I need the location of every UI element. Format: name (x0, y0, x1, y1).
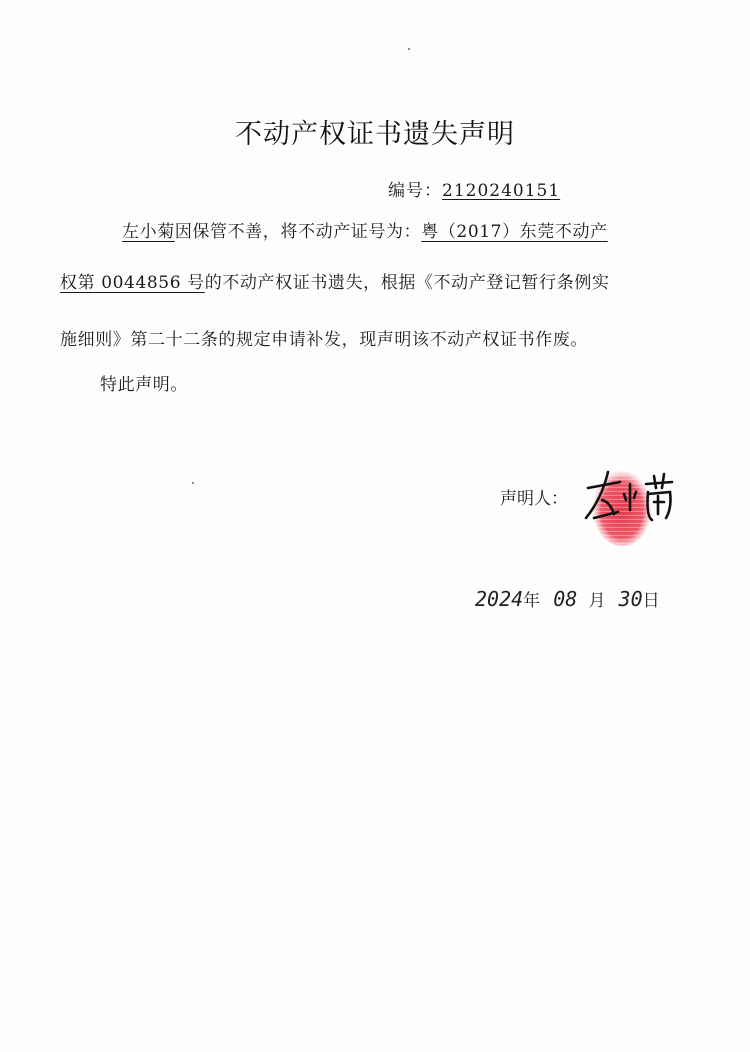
date-year-unit: 年 (523, 591, 541, 611)
line1-text: 因保管不善，将不动产证号为： (174, 222, 422, 242)
date-year: 2024 (475, 587, 524, 611)
page-title: 不动产权证书遗失声明 (235, 119, 515, 150)
signing-date (475, 586, 675, 626)
document-number (388, 176, 560, 201)
paragraph-line-1 (122, 218, 692, 246)
date-month: 08 (553, 587, 578, 611)
number-value: 2120240151 (442, 181, 561, 201)
paragraph-line-3: 施细则》第二十二条的规定申请补发，现声明该不动产权证书作废。 (60, 330, 588, 350)
cert-number-part-a: 粤（2017）东莞不动产 (421, 222, 608, 242)
date-day-unit: 日 (642, 591, 660, 611)
date-month-unit: 月 (588, 591, 606, 611)
paper-speck (408, 48, 410, 50)
signature-fingerprint (580, 458, 680, 548)
paper-speck (192, 482, 194, 484)
declarant-label: 声明人： (500, 489, 568, 509)
owner-name: 左小菊 (122, 222, 175, 242)
number-label: 编号： (388, 181, 442, 201)
cert-number-part-b: 权第 0044856 号 (60, 273, 205, 293)
line2-text: 的不动产权证书遗失，根据《不动产登记暂行条例实 (204, 273, 610, 293)
date-day: 30 (618, 587, 643, 611)
closing-statement: 特此声明。 (100, 375, 188, 395)
paragraph-line-2 (60, 269, 692, 297)
